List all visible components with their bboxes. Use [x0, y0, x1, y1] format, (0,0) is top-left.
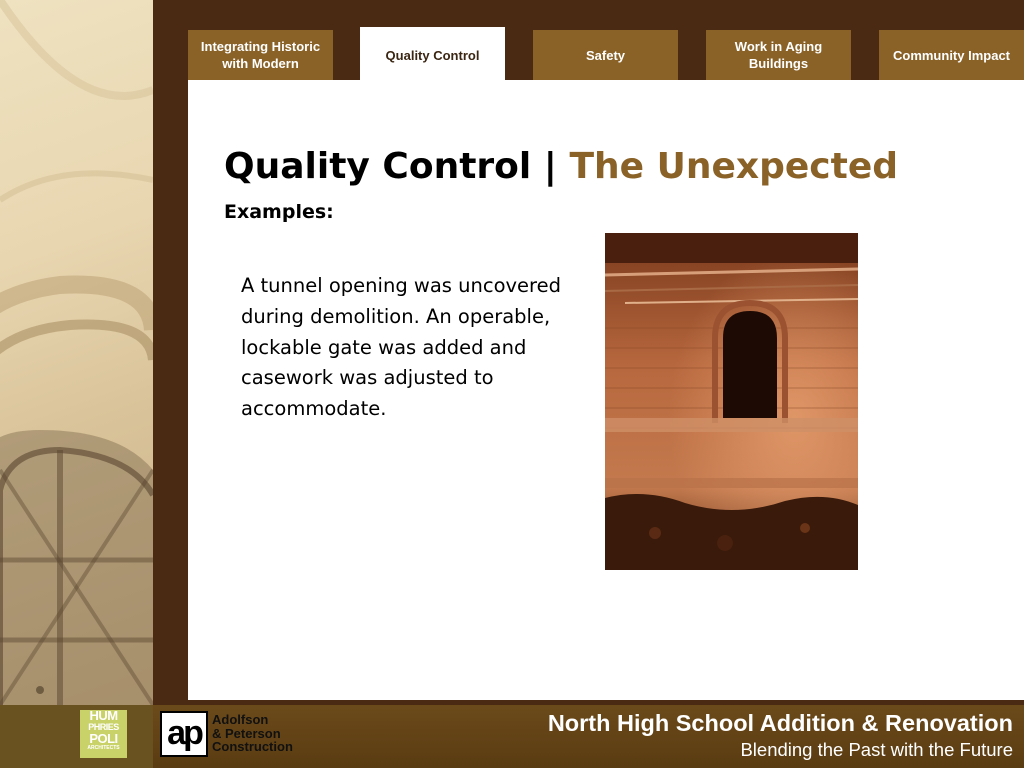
slide-subtitle: Examples: — [224, 201, 334, 223]
tab-community-impact[interactable]: Community Impact — [879, 30, 1024, 80]
ap-logo-text — [212, 713, 293, 754]
hp-logo-line-2: PHRIES — [88, 722, 119, 732]
ap-logo-line-1: Adolfson — [212, 712, 269, 727]
slide-title — [224, 146, 898, 187]
hp-logo-line-4: ARCHITECTS — [87, 745, 120, 751]
archway-illustration — [0, 0, 153, 705]
ap-logo-mark: ap — [160, 711, 208, 757]
left-decorative-panel — [0, 0, 153, 705]
humphries-poli-logo — [80, 710, 127, 758]
title-main: Quality Control | — [224, 146, 570, 187]
tab-work-in-aging-buildings[interactable]: Work in Aging Buildings — [706, 30, 851, 80]
footer-tagline: Blending the Past with the Future — [740, 739, 1013, 760]
tab-safety[interactable]: Safety — [533, 30, 678, 80]
ap-logo-line-3: Construction — [212, 739, 293, 754]
slide-body-text: A tunnel opening was uncovered during demolition. An operable, lockable gate was added and casework was adjusted to accommodate. — [241, 274, 562, 421]
tab-integrating-historic[interactable]: Integrating Historic with Modern — [188, 30, 333, 80]
title-accent: The Unexpected — [569, 146, 899, 187]
footer-title: North High School Addition & Renovation — [547, 710, 1013, 736]
hp-logo-line-1: HUM — [89, 710, 118, 723]
tab-quality-control[interactable]: Quality Control — [360, 27, 505, 83]
footer-left-panel — [0, 705, 153, 768]
adolfson-peterson-logo — [160, 711, 308, 757]
tunnel-photo — [605, 233, 858, 570]
hp-logo-line-3: POLI — [89, 731, 118, 746]
ap-logo-line-2: & Peterson — [212, 725, 281, 741]
